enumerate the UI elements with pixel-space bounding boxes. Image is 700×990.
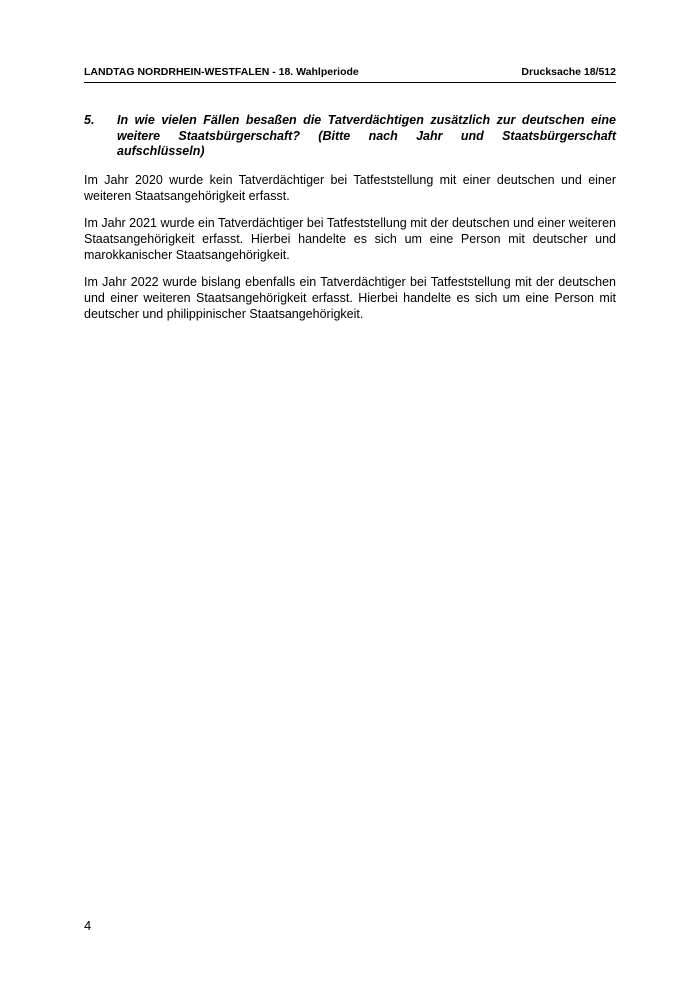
answer-paragraph-2021: Im Jahr 2021 wurde ein Tatverdächtiger bei Tatfeststellung mit der deutschen und einer weiteren Staatsangehörigkeit erfasst. Hierbei handelte es sich um eine Person mit deutscher und marokkanischer Staatsangehörigkeit.	[84, 216, 616, 262]
header-title: LANDTAG NORDRHEIN-WESTFALEN - 18. Wahlperiode	[84, 66, 359, 78]
document-number: Drucksache 18/512	[521, 66, 616, 78]
answer-paragraph-2022: Im Jahr 2022 wurde bislang ebenfalls ein Tatverdächtiger bei Tatfeststellung mit der deutschen und einer weiteren Staatsangehörigkeit erfasst. Hierbei handelte es sich um eine Person mit deutscher und philippinischer Staatsangehörigkeit.	[84, 275, 616, 321]
question-text: In wie vielen Fällen besaßen die Tatverdächtigen zusätzlich zur deutschen eine weitere Staatsbürgerschaft? (Bitte nach Jahr und Staatsbürgerschaft aufschlüsseln)	[117, 113, 616, 158]
question-number: 5.	[84, 113, 95, 127]
page-number: 4	[84, 918, 92, 933]
answer-paragraph-2020: Im Jahr 2020 wurde kein Tatverdächtiger bei Tatfeststellung mit einer deutschen und einer weiteren Staatsangehörigkeit erfasst.	[84, 173, 616, 203]
question-block	[84, 113, 616, 160]
page-header	[84, 64, 616, 83]
